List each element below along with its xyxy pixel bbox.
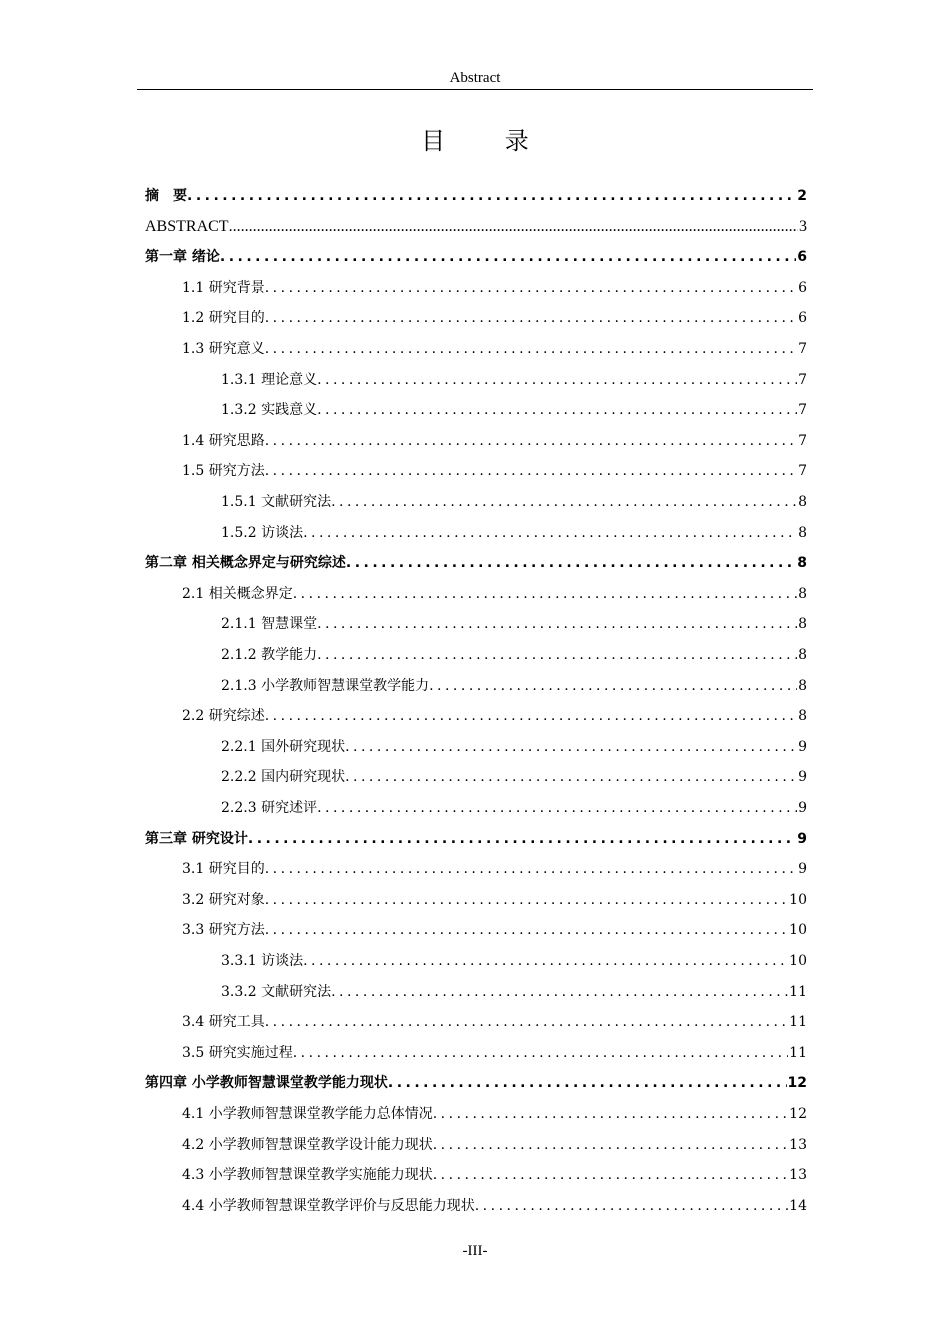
toc-entry[interactable] [182,461,807,481]
toc-entry-label: 3.2 研究对象 [182,891,265,908]
toc-entry-label: 4.1 小学教师智慧课堂教学能力总体情况 [182,1106,433,1122]
toc-entry-label: ABSTRACT [145,217,229,235]
toc-entry-label: 3.1 研究目的 [182,861,265,878]
toc-dot-leader [317,614,797,634]
toc-entry[interactable] [182,308,807,328]
toc-entry-page: 8 [798,524,807,541]
toc-dot-leader [265,461,797,481]
toc-dot-leader [303,951,788,971]
toc-entry-page: 8 [798,616,807,633]
toc-entry-label: 2.1.1 智慧课堂 [221,616,318,633]
toc-dot-leader [293,1043,788,1063]
toc-entry-page: 6 [797,249,807,266]
toc-entry[interactable] [182,859,807,879]
toc-dot-leader [345,767,797,787]
toc-entry[interactable] [145,829,807,849]
toc-dot-leader [248,829,796,849]
toc-dot-leader [388,1073,787,1093]
toc-dot-leader [317,370,797,390]
toc-entry-page: 13 [789,1167,807,1184]
toc-entry-label: 1.4 研究思路 [182,432,265,449]
toc-entry-page: 11 [789,1014,807,1031]
toc-entry[interactable] [221,767,807,787]
toc-entry-page: 8 [798,708,807,725]
toc-entry-label: 2.1 相关概念界定 [182,585,293,602]
toc-dot-leader [265,890,788,910]
toc-dot-leader [220,247,796,267]
toc-dot-leader [265,339,797,359]
toc-entry-page: 8 [797,555,807,572]
toc-dot-leader [317,798,797,818]
toc-entry[interactable] [182,339,807,359]
toc-entry[interactable] [145,217,807,237]
toc-entry-page: 10 [789,922,807,939]
toc-entry[interactable] [221,982,807,1002]
toc-entry-label: 1.3.2 实践意义 [221,402,318,419]
toc-entry[interactable] [221,370,807,390]
toc-entry-page: 7 [798,463,807,480]
toc-entry[interactable] [182,584,807,604]
toc-entry-page: 9 [798,861,807,878]
toc-entry-label: 1.5.2 访谈法 [221,524,304,541]
toc-entry[interactable] [221,737,807,757]
toc-entry-page: 8 [798,677,807,694]
toc-entry[interactable] [145,186,807,206]
toc-entry[interactable] [182,1104,807,1124]
toc-entry[interactable] [145,1073,807,1093]
toc-entry-page: 12 [789,1106,807,1122]
toc-dot-leader [317,400,797,420]
toc-entry-page: 13 [789,1136,807,1153]
toc-entry[interactable] [182,278,807,298]
toc-entry-page: 7 [798,432,807,449]
toc-entry-page: 8 [798,494,807,510]
toc-entry-label: 1.1 研究背景 [182,279,265,296]
toc-entry-page: 6 [798,310,807,327]
toc-entry[interactable] [221,400,807,420]
toc-entry[interactable] [145,553,807,573]
page-title: 目 录 [421,127,555,155]
toc-dot-leader [265,1012,788,1032]
toc-entry-page: 8 [798,585,807,602]
toc-dot-leader [317,645,797,665]
toc-entry-label: 1.5 研究方法 [182,463,265,480]
toc-entry-label: 1.3.1 理论意义 [221,371,318,388]
toc-entry-page: 7 [798,402,807,419]
toc-entry[interactable] [182,1196,807,1216]
toc-entry[interactable] [221,492,807,512]
toc-entry-page: 9 [798,800,807,816]
toc-entry-label: 第三章 研究设计 [145,830,248,847]
toc-entry-label: 第四章 小学教师智慧课堂教学能力现状 [145,1075,388,1092]
page-number: -III- [462,1243,488,1259]
toc-entry-label: 2.2 研究综述 [182,708,265,725]
toc-dot-leader [331,982,788,1002]
toc-dot-leader [293,584,797,604]
toc-entry[interactable] [182,920,807,940]
toc-entry[interactable] [182,1135,807,1155]
toc-entry-page: 11 [789,983,807,1000]
toc-entry-page: 10 [789,953,807,969]
toc-dot-leader [265,706,797,726]
toc-entry-label: 4.2 小学教师智慧课堂教学设计能力现状 [182,1136,433,1153]
toc-dot-leader [187,186,796,206]
toc-entry-label: 3.3 研究方法 [182,922,265,939]
toc-entry[interactable] [182,890,807,910]
toc-dot-leader [346,553,796,573]
toc-entry-label: 第一章 绪论 [145,249,220,266]
toc-entry[interactable] [221,676,807,696]
toc-entry[interactable] [182,431,807,451]
toc-dot-leader [433,1135,788,1155]
toc-dot-leader [475,1196,788,1216]
toc-entry-page: 3 [799,217,807,235]
toc-entry[interactable] [145,247,807,267]
toc-entry-page: 7 [798,371,807,388]
toc-entry-label: 1.3 研究意义 [182,341,265,357]
toc-entry-page: 11 [789,1044,807,1061]
toc-entry-label: 4.4 小学教师智慧课堂教学评价与反思能力现状 [182,1197,475,1214]
toc-entry[interactable] [221,645,807,665]
toc-entry[interactable] [221,523,807,543]
toc-entry-label: 2.2.3 研究述评 [221,800,318,816]
toc-entry-label: 1.2 研究目的 [182,310,265,327]
toc-entry-page: 7 [798,341,807,357]
toc-dot-leader [433,1165,788,1185]
toc-entry-page: 9 [797,830,807,847]
toc-dot-leader [345,737,797,757]
toc-entry-page: 12 [787,1075,807,1092]
toc-entry-page: 2 [797,188,807,204]
running-header: Abstract [449,70,501,86]
toc-entry-label: 3.5 研究实施过程 [182,1044,293,1061]
toc-entry-label: 摘 要 [145,188,187,204]
toc-dot-leader [229,217,798,237]
toc-dot-leader [265,920,788,940]
toc-entry-label: 2.2.1 国外研究现状 [221,738,346,755]
toc-dot-leader [265,278,797,298]
toc-entry-label: 3.4 研究工具 [182,1014,265,1031]
toc-entry-label: 3.3.2 文献研究法 [221,983,332,1000]
toc-entry-page: 10 [789,891,807,908]
toc-dot-leader [331,492,797,512]
toc-dot-leader [265,431,797,451]
toc-entry-page: 9 [798,769,807,786]
toc-dot-leader [265,308,797,328]
toc-dot-leader [433,1104,788,1124]
toc-dot-leader [429,676,797,696]
toc-entry-label: 4.3 小学教师智慧课堂教学实施能力现状 [182,1167,433,1184]
toc-entry[interactable] [221,798,807,818]
toc-entry-page: 14 [789,1197,807,1214]
toc-entry-label: 2.1.3 小学教师智慧课堂教学能力 [221,677,430,694]
toc-entry[interactable] [182,1165,807,1185]
toc-dot-leader [265,859,797,879]
toc-dot-leader [303,523,797,543]
toc-entry[interactable] [182,706,807,726]
toc-entry[interactable] [182,1043,807,1063]
toc-entry-page: 9 [798,738,807,755]
toc-entry-page: 8 [798,647,807,663]
toc-entry[interactable] [221,951,807,971]
toc-entry-label: 3.3.1 访谈法 [221,953,304,969]
toc-entry[interactable] [182,1012,807,1032]
toc-entry-label: 第二章 相关概念界定与研究综述 [145,555,346,572]
header-rule [137,89,813,90]
toc-entry-label: 1.5.1 文献研究法 [221,494,332,510]
toc-entry-label: 2.1.2 教学能力 [221,647,318,663]
toc-entry-label: 2.2.2 国内研究现状 [221,769,346,786]
toc-entry-page: 6 [798,279,807,296]
toc-entry[interactable] [221,614,807,634]
